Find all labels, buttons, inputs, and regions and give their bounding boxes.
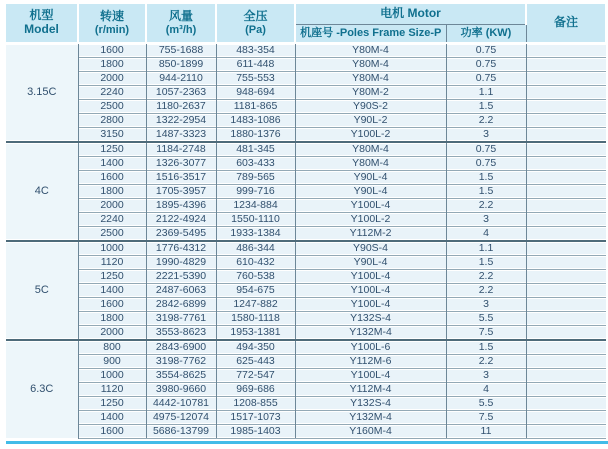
cell-power: 3: [446, 128, 526, 143]
table-row: [6, 128, 606, 143]
cell-power: 2.2: [446, 270, 526, 284]
header-airflow-zh: 风量: [168, 8, 193, 23]
cell-airflow: 3553-8623: [146, 326, 216, 341]
table-row: [6, 369, 606, 383]
cell-pressure: 625-443: [216, 355, 295, 369]
cell-remarks: [526, 185, 606, 199]
cell-speed: 2240: [78, 86, 146, 100]
table-row: [6, 213, 606, 227]
cell-power: 0.75: [446, 43, 526, 58]
cell-remarks: [526, 411, 606, 425]
cell-airflow: 944-2110: [146, 72, 216, 86]
table-body: [6, 43, 606, 439]
cell-speed: 2240: [78, 213, 146, 227]
header-pressure-zh: 全压: [243, 8, 268, 23]
cell-airflow: 2122-4924: [146, 213, 216, 227]
cell-frame: Y160M-4: [295, 425, 446, 439]
cell-frame: Y80M-4: [295, 43, 446, 58]
header-model: [6, 3, 78, 43]
cell-airflow: 2221-5390: [146, 270, 216, 284]
cell-remarks: [526, 100, 606, 114]
cell-frame: Y80M-4: [295, 72, 446, 86]
cell-remarks: [526, 326, 606, 341]
cell-speed: 1800: [78, 58, 146, 72]
cell-speed: 2500: [78, 100, 146, 114]
header-motor: 电机 Motor: [295, 3, 526, 25]
cell-power: 3: [446, 213, 526, 227]
table-row: [6, 72, 606, 86]
cell-speed: 1600: [78, 171, 146, 185]
cell-speed: 1800: [78, 312, 146, 326]
table-row: [6, 270, 606, 284]
cell-power: 5.5: [446, 397, 526, 411]
cell-pressure: 611-448: [216, 58, 295, 72]
cell-airflow: 850-1899: [146, 58, 216, 72]
table-row: [6, 241, 606, 256]
cell-pressure: 789-565: [216, 171, 295, 185]
cell-frame: Y80M-2: [295, 86, 446, 100]
cell-remarks: [526, 284, 606, 298]
cell-pressure: 494-350: [216, 340, 295, 355]
cell-remarks: [526, 312, 606, 326]
cell-frame: Y100L-2: [295, 213, 446, 227]
cell-power: 1.5: [446, 340, 526, 355]
cell-pressure: 1517-1073: [216, 411, 295, 425]
cell-frame: Y112M-6: [295, 355, 446, 369]
cell-frame: Y90L-4: [295, 185, 446, 199]
cell-frame: Y132M-4: [295, 411, 446, 425]
cell-speed: 3150: [78, 128, 146, 143]
cell-frame: Y100L-4: [295, 369, 446, 383]
cell-speed: 1400: [78, 157, 146, 171]
cell-airflow: 3980-9660: [146, 383, 216, 397]
header-power: 功率 (KW): [446, 25, 526, 44]
cell-power: 1.5: [446, 100, 526, 114]
cell-pressure: 954-675: [216, 284, 295, 298]
cell-model: 6.3C: [6, 340, 78, 439]
cell-remarks: [526, 142, 606, 157]
cell-power: 5.5: [446, 312, 526, 326]
header-model-en: Model: [24, 22, 59, 36]
cell-airflow: 1990-4829: [146, 256, 216, 270]
cell-remarks: [526, 241, 606, 256]
cell-frame: Y112M-2: [295, 227, 446, 242]
cell-remarks: [526, 397, 606, 411]
cell-remarks: [526, 256, 606, 270]
cell-pressure: 1933-1384: [216, 227, 295, 242]
cell-pressure: 1580-1118: [216, 312, 295, 326]
table-row: [6, 114, 606, 128]
cell-frame: Y90S-4: [295, 241, 446, 256]
cell-frame: Y132S-4: [295, 312, 446, 326]
header-speed-unit: (r/min): [94, 23, 130, 36]
header-remarks: 备注: [526, 3, 606, 43]
cell-power: 2.2: [446, 114, 526, 128]
cell-airflow: 2842-6899: [146, 298, 216, 312]
cell-power: 2.2: [446, 355, 526, 369]
cell-power: 0.75: [446, 72, 526, 86]
table-row: [6, 284, 606, 298]
table-row: [6, 425, 606, 439]
cell-pressure: 1483-1086: [216, 114, 295, 128]
cell-airflow: 3198-7762: [146, 355, 216, 369]
cell-remarks: [526, 270, 606, 284]
table-row: [6, 355, 606, 369]
cell-airflow: 1322-2954: [146, 114, 216, 128]
cell-airflow: 1776-4312: [146, 241, 216, 256]
header-airflow: [146, 3, 216, 43]
table-row: [6, 157, 606, 171]
cell-remarks: [526, 369, 606, 383]
cell-pressure: 603-433: [216, 157, 295, 171]
table-row: [6, 86, 606, 100]
cell-frame: Y132S-4: [295, 397, 446, 411]
table-row: [6, 298, 606, 312]
cell-airflow: 1516-3517: [146, 171, 216, 185]
cell-remarks: [526, 298, 606, 312]
cell-airflow: 2369-5495: [146, 227, 216, 242]
cell-pressure: 760-538: [216, 270, 295, 284]
cell-speed: 1400: [78, 284, 146, 298]
cell-power: 1.1: [446, 86, 526, 100]
header-airflow-unit: (m³/h): [165, 23, 197, 36]
cell-frame: Y90S-2: [295, 100, 446, 114]
cell-frame: Y80M-4: [295, 58, 446, 72]
cell-pressure: 1880-1376: [216, 128, 295, 143]
cell-remarks: [526, 425, 606, 439]
cell-speed: 1250: [78, 270, 146, 284]
cell-speed: 1000: [78, 241, 146, 256]
cell-remarks: [526, 383, 606, 397]
table-row: [6, 383, 606, 397]
cell-power: 0.75: [446, 142, 526, 157]
table-header: [6, 3, 606, 43]
cell-power: 2.2: [446, 199, 526, 213]
cell-power: 1.5: [446, 185, 526, 199]
table-row: [6, 142, 606, 157]
cell-airflow: 5686-13799: [146, 425, 216, 439]
cell-airflow: 1057-2363: [146, 86, 216, 100]
cell-pressure: 1247-882: [216, 298, 295, 312]
cell-speed: 2500: [78, 227, 146, 242]
cell-power: 2.2: [446, 284, 526, 298]
cell-remarks: [526, 199, 606, 213]
cell-airflow: 3554-8625: [146, 369, 216, 383]
cell-remarks: [526, 58, 606, 72]
cell-speed: 900: [78, 355, 146, 369]
cell-speed: 1400: [78, 411, 146, 425]
header-speed-zh: 转速: [99, 8, 124, 23]
cell-model: 5C: [6, 241, 78, 340]
header-pressure-unit: (Pa): [245, 23, 266, 36]
table-row: [6, 185, 606, 199]
table-row: [6, 340, 606, 355]
table-row: [6, 100, 606, 114]
cell-frame: Y100L-4: [295, 199, 446, 213]
cell-speed: 1250: [78, 397, 146, 411]
cell-model: 3.15C: [6, 43, 78, 142]
cell-airflow: 1180-2637: [146, 100, 216, 114]
cell-pressure: 483-354: [216, 43, 295, 58]
cell-remarks: [526, 355, 606, 369]
cell-speed: 800: [78, 340, 146, 355]
cell-power: 1.5: [446, 256, 526, 270]
table-row: [6, 256, 606, 270]
cell-remarks: [526, 213, 606, 227]
cell-remarks: [526, 43, 606, 58]
cell-frame: Y112M-4: [295, 383, 446, 397]
cell-power: 7.5: [446, 411, 526, 425]
cell-remarks: [526, 86, 606, 100]
table-row: [6, 43, 606, 58]
cell-power: 1.5: [446, 171, 526, 185]
cell-pressure: 486-344: [216, 241, 295, 256]
table-row: [6, 312, 606, 326]
cell-remarks: [526, 171, 606, 185]
cell-speed: 1600: [78, 425, 146, 439]
table-row: [6, 199, 606, 213]
cell-speed: 1250: [78, 142, 146, 157]
table-row: [6, 227, 606, 242]
cell-frame: Y90L-4: [295, 171, 446, 185]
cell-speed: 2000: [78, 199, 146, 213]
cell-remarks: [526, 157, 606, 171]
cell-airflow: 1326-3077: [146, 157, 216, 171]
cell-speed: 2800: [78, 114, 146, 128]
cell-speed: 1000: [78, 369, 146, 383]
cell-airflow: 1705-3957: [146, 185, 216, 199]
cell-airflow: 1184-2748: [146, 142, 216, 157]
cell-power: 4: [446, 227, 526, 242]
cell-airflow: 755-1688: [146, 43, 216, 58]
cell-remarks: [526, 227, 606, 242]
cell-frame: Y100L-4: [295, 270, 446, 284]
cell-power: 3: [446, 298, 526, 312]
header-pressure: [216, 3, 295, 43]
cell-speed: 1600: [78, 43, 146, 58]
header-model-zh: 机型: [29, 8, 54, 23]
cell-power: 0.75: [446, 157, 526, 171]
cell-remarks: [526, 114, 606, 128]
header-speed: [78, 3, 146, 43]
cell-pressure: 969-686: [216, 383, 295, 397]
cell-pressure: 1234-884: [216, 199, 295, 213]
header-frame-size: 机座号 -Poles Frame Size-P: [295, 25, 446, 44]
bottom-accent-line: [6, 441, 608, 444]
table-row: [6, 326, 606, 341]
cell-speed: 1120: [78, 256, 146, 270]
table-row: [6, 397, 606, 411]
cell-frame: Y100L-6: [295, 340, 446, 355]
cell-pressure: 948-694: [216, 86, 295, 100]
cell-pressure: 481-345: [216, 142, 295, 157]
cell-frame: Y100L-4: [295, 298, 446, 312]
cell-pressure: 1208-855: [216, 397, 295, 411]
cell-model: 4C: [6, 142, 78, 241]
cell-speed: 1800: [78, 185, 146, 199]
cell-frame: Y90L-2: [295, 114, 446, 128]
cell-remarks: [526, 128, 606, 143]
cell-frame: Y100L-2: [295, 128, 446, 143]
cell-airflow: 2843-6900: [146, 340, 216, 355]
cell-power: 7.5: [446, 326, 526, 341]
cell-speed: 1120: [78, 383, 146, 397]
cell-frame: Y100L-4: [295, 284, 446, 298]
table-row: [6, 411, 606, 425]
cell-airflow: 4442-10781: [146, 397, 216, 411]
cell-speed: 1600: [78, 298, 146, 312]
cell-pressure: 1985-1403: [216, 425, 295, 439]
cell-airflow: 4975-12074: [146, 411, 216, 425]
cell-power: 3: [446, 369, 526, 383]
cell-power: 4: [446, 383, 526, 397]
cell-frame: Y80M-4: [295, 157, 446, 171]
cell-pressure: 1953-1381: [216, 326, 295, 341]
cell-airflow: 2487-6063: [146, 284, 216, 298]
cell-power: 11: [446, 425, 526, 439]
table-row: [6, 58, 606, 72]
cell-airflow: 3198-7761: [146, 312, 216, 326]
cell-frame: Y90L-4: [295, 256, 446, 270]
cell-frame: Y132M-4: [295, 326, 446, 341]
cell-frame: Y80M-4: [295, 142, 446, 157]
fan-spec-table: [6, 2, 607, 439]
cell-power: 0.75: [446, 58, 526, 72]
cell-airflow: 1895-4396: [146, 199, 216, 213]
cell-pressure: 772-547: [216, 369, 295, 383]
cell-speed: 2000: [78, 72, 146, 86]
cell-pressure: 999-716: [216, 185, 295, 199]
cell-pressure: 610-432: [216, 256, 295, 270]
cell-remarks: [526, 72, 606, 86]
cell-airflow: 1487-3323: [146, 128, 216, 143]
table-row: [6, 171, 606, 185]
cell-remarks: [526, 340, 606, 355]
cell-power: 1.1: [446, 241, 526, 256]
cell-pressure: 1181-865: [216, 100, 295, 114]
cell-pressure: 1550-1110: [216, 213, 295, 227]
cell-speed: 2000: [78, 326, 146, 341]
cell-pressure: 755-553: [216, 72, 295, 86]
